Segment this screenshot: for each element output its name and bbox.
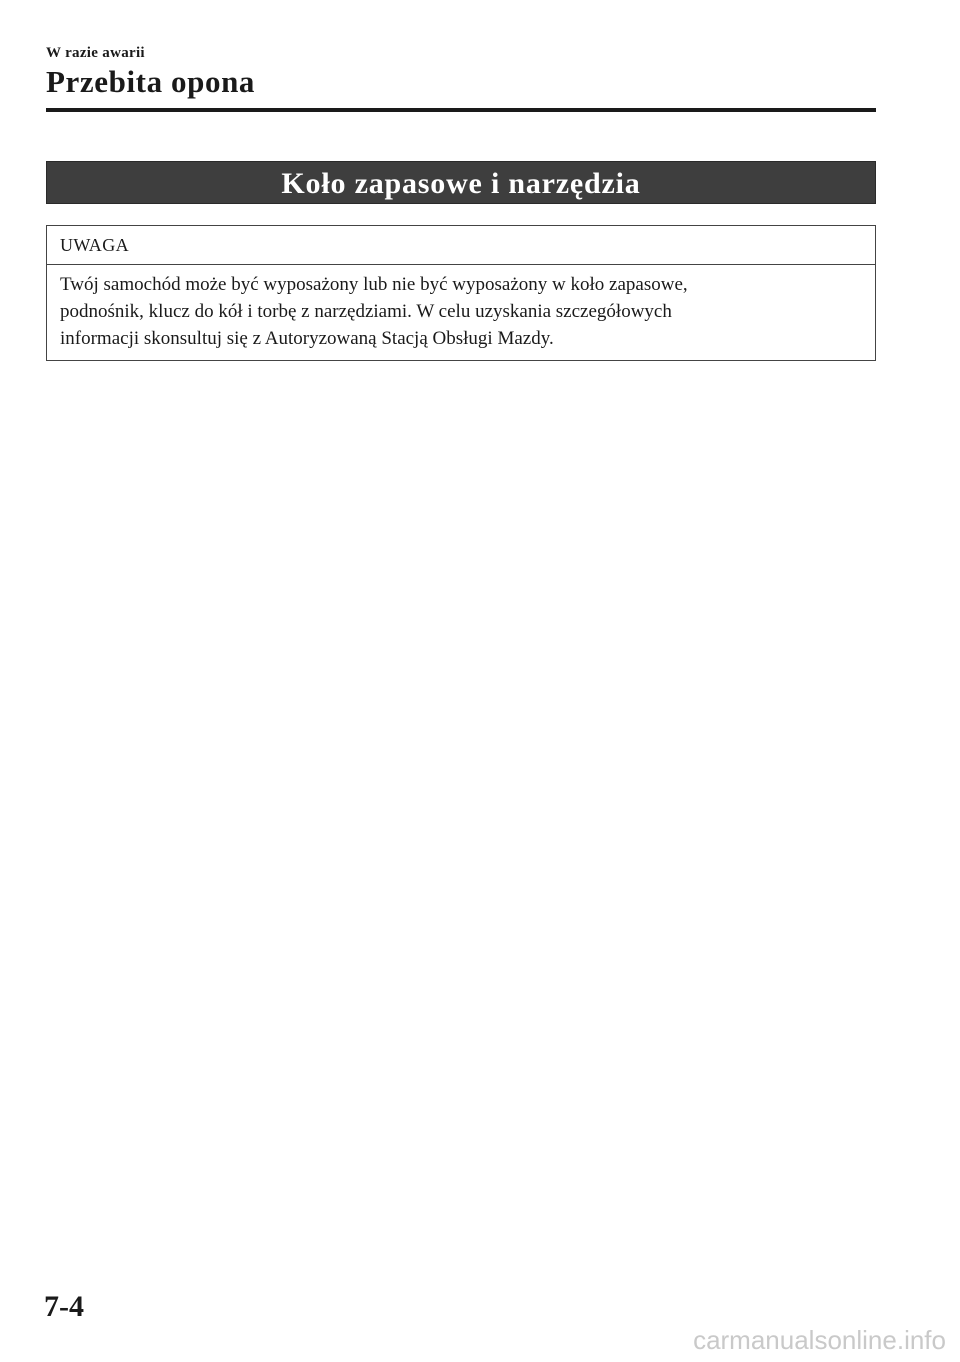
breadcrumb: W razie awarii	[46, 45, 145, 61]
header-divider	[46, 108, 876, 112]
watermark-text: carmanualsonline.info	[693, 1325, 946, 1355]
page-header	[46, 44, 876, 102]
page-number: 7-4	[44, 1290, 84, 1323]
note-heading: UWAGA	[47, 226, 875, 265]
note-text-line: podnośnik, klucz do kół i torbę z narzędziami. W celu uzyskania szczegółowych	[60, 301, 672, 322]
note-box	[46, 225, 876, 361]
chapter-title: Przebita opona	[46, 64, 256, 99]
note-body	[47, 265, 875, 360]
note-text-line: informacji skonsultuj się z Autoryzowaną Stacją Obsługi Mazdy.	[60, 328, 554, 349]
note-text-line: Twój samochód może być wyposażony lub nie być wyposażony w koło zapasowe,	[60, 274, 688, 295]
section-title-banner: Koło zapasowe i narzędzia	[46, 161, 876, 204]
